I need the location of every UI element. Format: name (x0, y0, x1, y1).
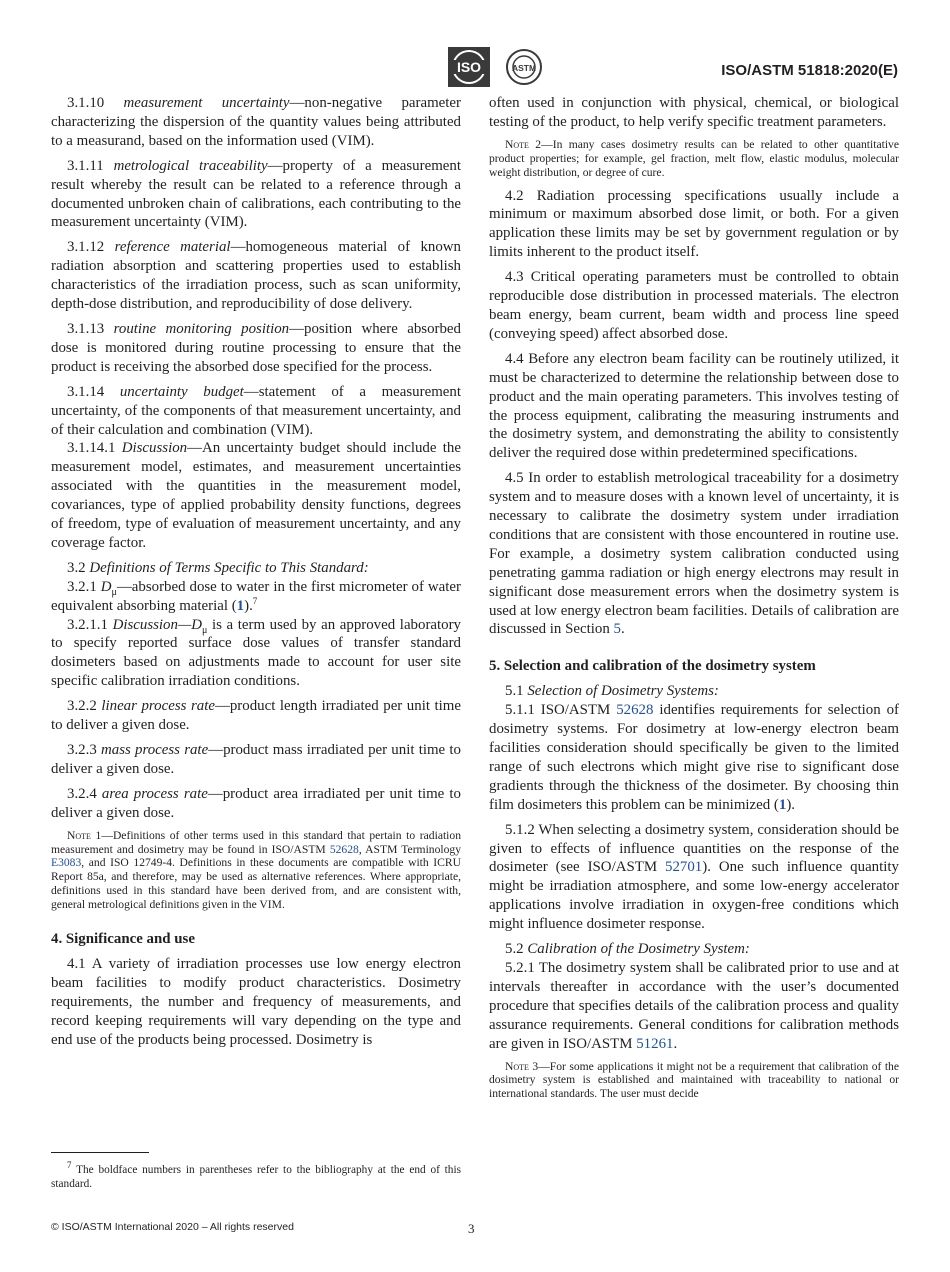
para-3-1-13: 3.1.13 routine monitoring position—position where absorbed dose is monitored during routine processing to ensure that the product is receiving the absorbed dose specified for the process. (51, 320, 461, 375)
para-3-2-3: 3.2.3 mass process rate—product mass irradiated per unit time to deliver a given dose. (51, 742, 461, 777)
right-column (489, 94, 899, 1108)
para-3-2: 3.2 Definitions of Terms Specific to This Standard: (67, 559, 369, 576)
section-4-heading: 4. Significance and use (51, 931, 195, 948)
document-id: ISO/ASTM 51818:2020(E) (721, 62, 898, 79)
footnote-rule (51, 1152, 149, 1153)
iso-logo-text: ISO (456, 59, 482, 75)
footnote-7: $^7$ The boldface numbers in parentheses refer to the bibliography at the end of this standard. (51, 1160, 461, 1191)
ref-link[interactable]: 1 (778, 796, 787, 813)
para-3-1-14-1: 3.1.14.1 Discussion—An uncertainty budget should include the measurement model, estimates, and measurement uncertainties associated with the quantities in the measurement model, covariances, type of applied probability density functions, degrees of freedom, type of evaluation of measurement uncertainty, and any coverage factor. (51, 440, 461, 551)
para-4-2: 4.2 Radiation processing specifications usually include a minimum or maximum absorbed dose limit, or both. For a given application these limits may be set by government regulation or by limits inherent to the product itself. (489, 187, 899, 261)
para-3-1-10: 3.1.10 measurement uncertainty—non-negative parameter characterizing the dispersion of the quantity values being attributed to a measurand, based on the information used (VIM). (51, 95, 461, 149)
para-4-1-continued: often used in conjunction with physical, chemical, or biological testing of the product, to help verify specific treatment parameters. (489, 95, 899, 130)
ref-link[interactable]: 1 (236, 597, 245, 614)
ref-link[interactable]: 52628 (329, 842, 359, 856)
para-3-1-12: 3.1.12 reference material—homogeneous material of known radiation absorption and scattering properties used to establish characteristics of the irradiation process, such as scan uniformity, depth-dose distribution, and reproducibility of dose delivery. (51, 239, 461, 313)
para-3-2-1-1: 3.2.1.1 $Discussion—D_\mu$ is a term used by an approved laboratory to specify reported surface dose values of transfer standard dosimeters based on adjustments made to account for user site specific calibration irradiation conditions. (51, 616, 461, 690)
ref-link[interactable]: 52701 (665, 859, 703, 876)
para-3-2-2: 3.2.2 linear process rate—product length irradiated per unit time to deliver a given dose. (51, 698, 461, 734)
para-5-1-1: 5.1.1 ISO/ASTM 52628 identifies requirements for selection of dosimetry systems. For dosimetry at low-energy electron beam facilities consideration should specifically be given to the limited range of such electrons which might give rise to significant dose gradients through the thickness of the dosimeter. By choosing thin film dosimeters this problem can be minimized (1). (489, 702, 899, 813)
para-5-1: 5.1 Selection of Dosimetry Systems: (505, 683, 719, 700)
para-5-2: 5.2 Calibration of the Dosimetry System: (505, 941, 750, 958)
ref-link[interactable]: 52628 (616, 702, 654, 719)
para-4-3: 4.3 Critical operating parameters must be controlled to obtain reproducible dose distribution in processed materials. The electron beam energy, beam current, beam width and process line speed (conveying speed) affect absorbed dose. (489, 269, 899, 342)
left-column (51, 94, 461, 1056)
note-1: Note 1—Definitions of other terms used in this standard that pertain to radiation measurement and dosimetry may be found in ISO/ASTM 52628, ASTM Terminology E3083, and ISO 12749-4. Definitions in these documents are compatible with ICRU Report 85a, and therefore, may be used as alternative references. Where appropriate, definitions used in this standard have been derived from, and are consistent with, general metrological definitions given in the VIM. (51, 828, 462, 912)
para-5-1-2: 5.1.2 When selecting a dosimetry system, consideration should be given to effects of influence quantities on the response of the dosimeter (see ISO/ASTM 52701). One such influence quantity might be irradiation atmosphere, and some low-energy accelerator applications involve irradiation in oxygen-free conditions which might influence dosimeter response. (489, 821, 899, 933)
ref-link[interactable]: E3083 (51, 856, 82, 870)
para-3-2-1: 3.2.1 $D_\mu—absorbed$ dose to water in the first micrometer of water equivalent absorbing material (1).$^7$ (51, 578, 461, 614)
astm-logo (502, 46, 546, 88)
page-number: 3 (468, 1221, 475, 1236)
ref-link[interactable]: 5 (613, 621, 621, 638)
para-3-1-14: 3.1.14 uncertainty budget—statement of a measurement uncertainty, of the components of that measurement uncertainty, and of their calculation and combination (VIM). (51, 383, 461, 438)
note-2: Note 2—In many cases dosimetry results can be related to other quantitative product properties; for example, gel fraction, melt flow, elastic modulus, molecular weight distribution, or degree of cure. (489, 137, 900, 179)
para-4-1: 4.1 A variety of irradiation processes use low energy electron beam facilities to modify product characteristics. Dosimetry requirements, the number and frequency of measurements, and record keeping requirements will vary depending on the type and end use of the products being processed. Dosimetry is (51, 955, 461, 1048)
para-4-5: 4.5 In order to establish metrological traceability for a dosimetry system and to measure doses with a known level of uncertainty, it is necessary to calibrate the dosimetry system under irradiation conditions that are consistent with those encountered in routine use. For example, a dosimetry system calibration conducted using penetrating gamma radiation or high energy electrons may result in significant dose measurement errors when the dosimetry system is used at low energy electron beam facilities. Details of calibration are discussed in Section 5. (489, 470, 899, 638)
para-3-1-11: 3.1.11 metrological traceability—property of a measurement result whereby the result can be related to a reference through a documented unbroken chain of calibrations, each contributing to the measurement uncertainty (VIM). (51, 157, 461, 231)
iso-logo (448, 47, 490, 87)
note-3: Note 3—For some applications it might not be a requirement that calibration of the dosimetry system is established and maintained with traceability to national or international standards. The user must decide (489, 1059, 899, 1101)
page-header (0, 0, 950, 95)
para-5-2-1: 5.2.1 The dosimetry system shall be calibrated prior to use and at intervals thereafter in accordance with the user’s documented procedure that specifies details of the calibration process and quality assurance requirements. General conditions for calibration methods are given in ISO/ASTM 51261. (489, 959, 899, 1052)
para-4-4: 4.4 Before any electron beam facility can be routinely utilized, it must be characterized to determine the relationship between dose to product and the main operating parameters. This involves testing of the process equipment, calibrating the measuring instruments and the dosimetry system, and demonstrating the ability to consistently deliver the required dose within predetermined specifications. (489, 350, 899, 462)
section-5-heading: 5. Selection and calibration of the dosimetry system (489, 658, 816, 675)
copyright-notice: © ISO/ASTM International 2020 – All rights reserved (51, 1221, 294, 1233)
para-3-2-4: 3.2.4 area process rate—product area irradiated per unit time to deliver a given dose. (51, 785, 461, 821)
ref-link[interactable]: 51261 (636, 1035, 674, 1052)
astm-logo-text: ASTM (511, 63, 537, 73)
